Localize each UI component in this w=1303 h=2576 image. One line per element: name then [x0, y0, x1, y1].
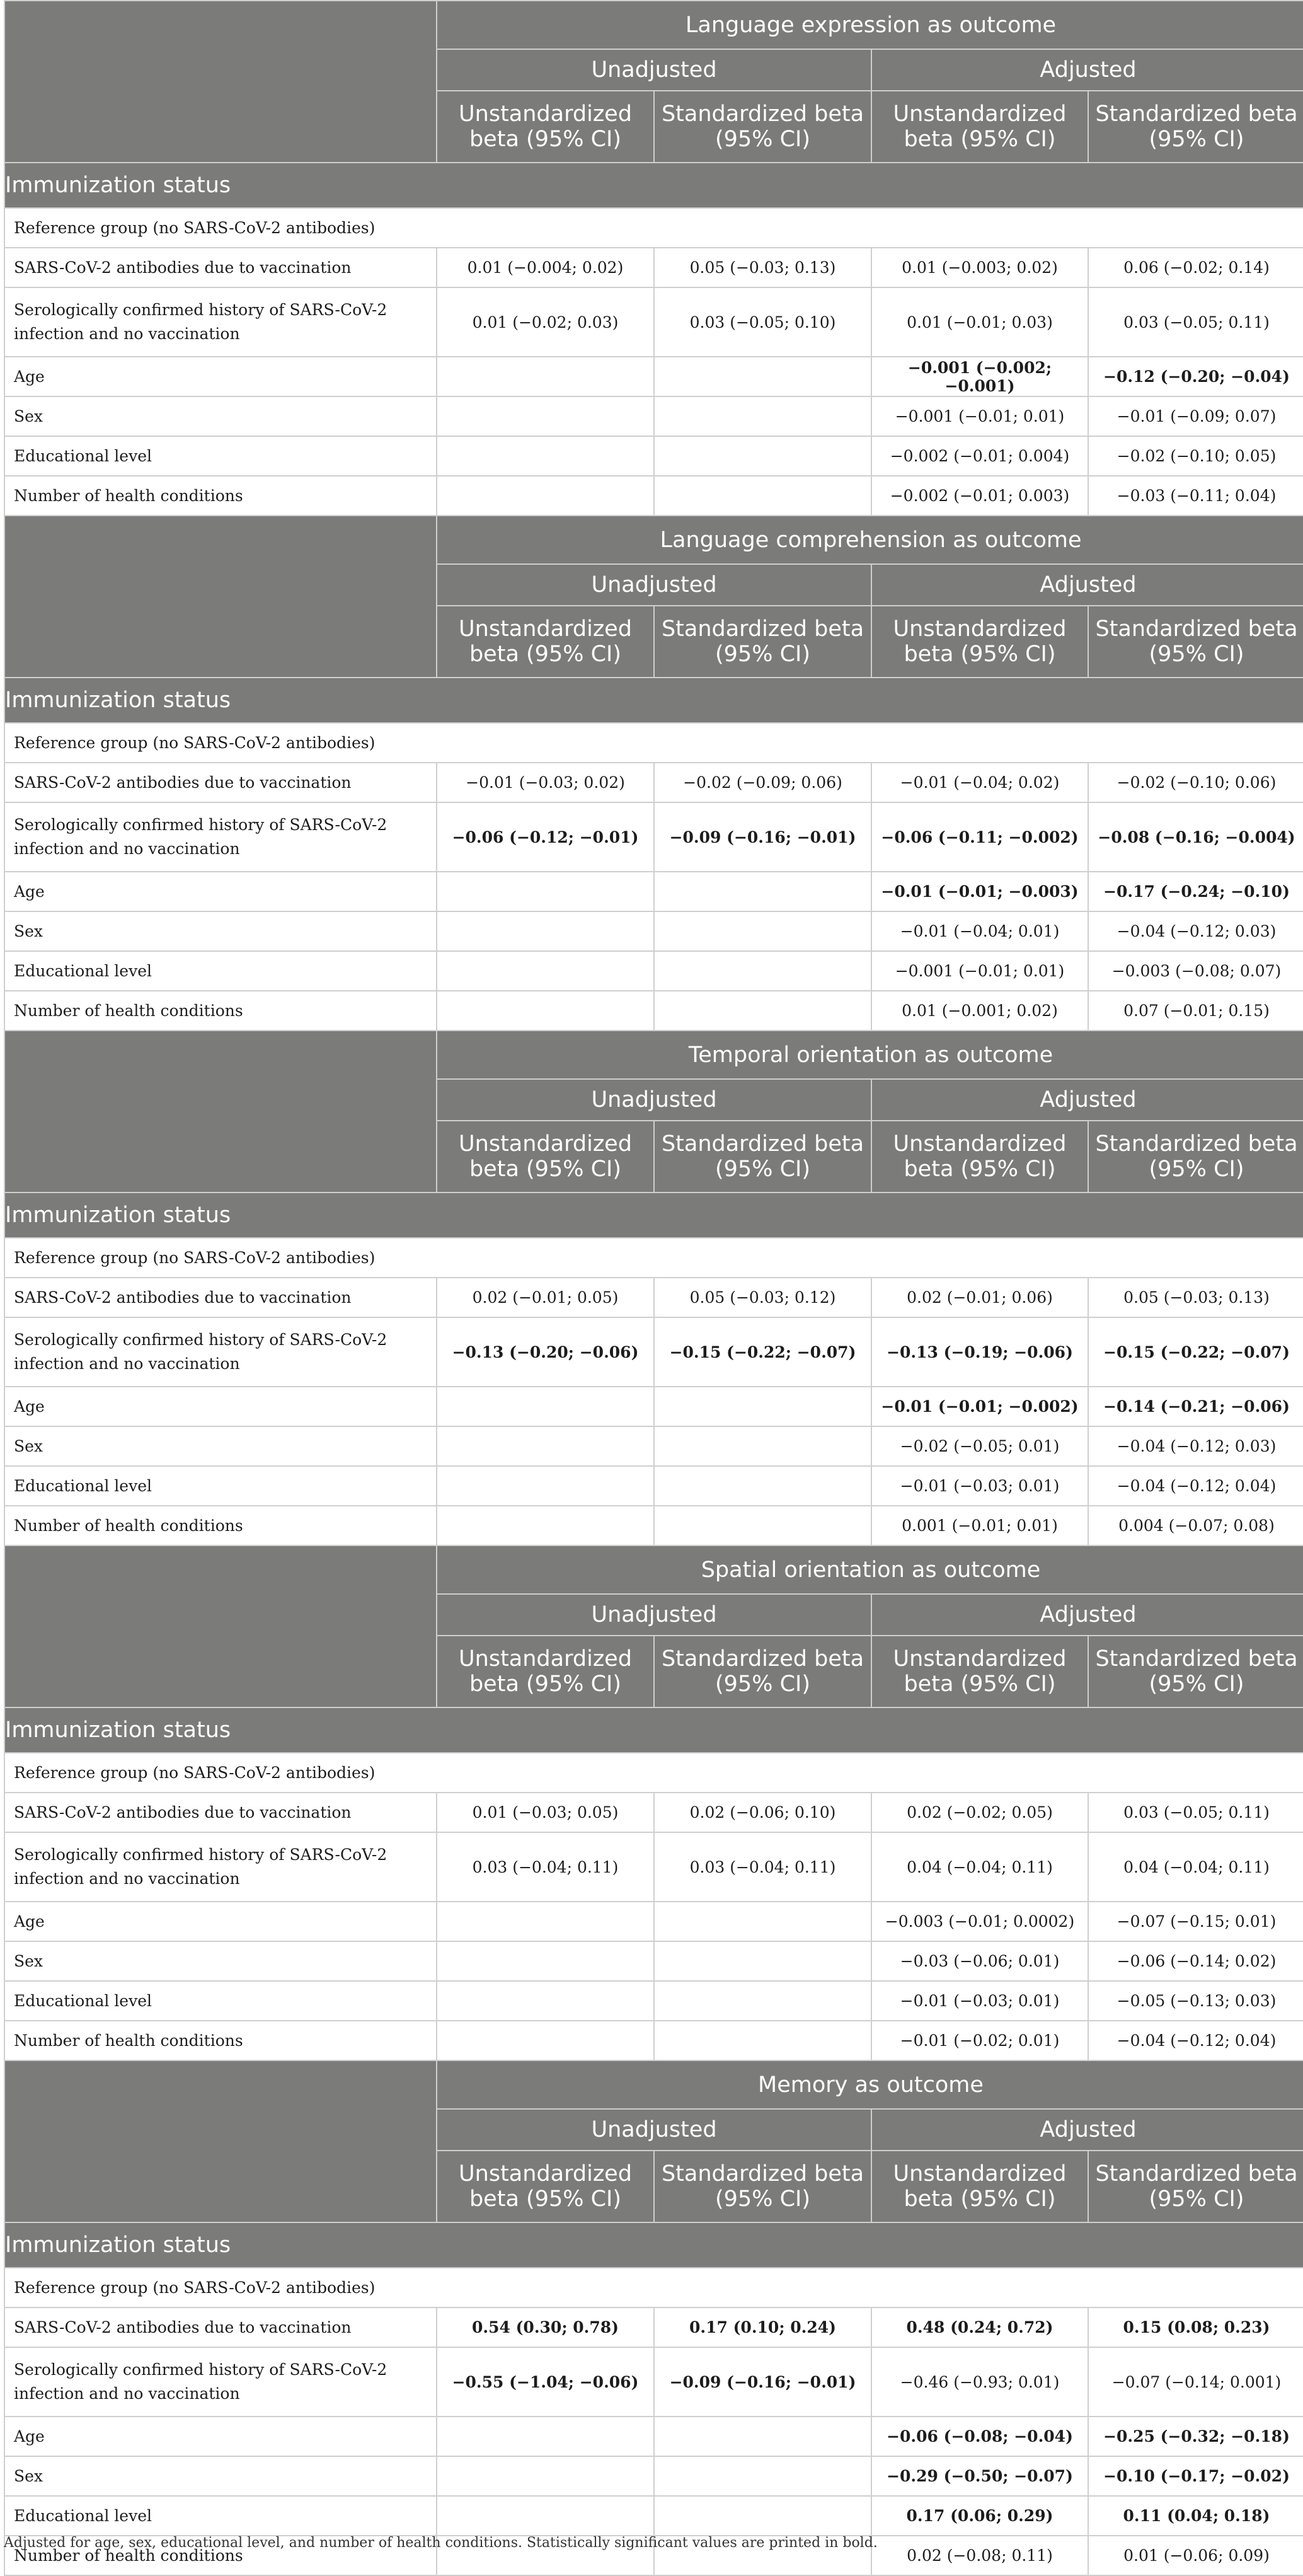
beta-value-cell: −0.07 (−0.14; 0.001) [1088, 2347, 1303, 2417]
unstandardized-beta-header: Unstandardized beta (95% CI) [437, 1636, 654, 1707]
beta-value-cell: 0.02 (−0.01; 0.05) [437, 1278, 654, 1317]
adjusted-header: Adjusted [871, 2109, 1303, 2151]
table-row [4, 872, 1303, 911]
outcome-header-row [4, 2060, 1303, 2109]
table-row [4, 1832, 1303, 1902]
unadjusted-header: Unadjusted [437, 1079, 871, 1121]
table-row [4, 763, 1303, 802]
table-row [4, 2347, 1303, 2417]
beta-value-cell: −0.02 (−0.05; 0.01) [871, 1426, 1088, 1466]
standardized-beta-header: Standardized beta (95% CI) [654, 1636, 871, 1707]
beta-value-cell: 0.06 (−0.02; 0.14) [1088, 248, 1303, 287]
beta-value-cell [654, 1387, 871, 1426]
header-blank-cell [4, 516, 437, 678]
standardized-beta-header: Standardized beta (95% CI) [654, 1121, 871, 1193]
table-row [4, 2021, 1303, 2060]
beta-value-cell [654, 872, 871, 911]
beta-value-cell [437, 1506, 654, 1545]
immunization-status-label: Immunization status [4, 1707, 1303, 1753]
table-row [4, 287, 1303, 357]
row-label: Serologically confirmed history of SARS-CoV-2 infection and no vaccination [4, 802, 437, 872]
beta-value-cell: −0.07 (−0.15; 0.01) [1088, 1902, 1303, 1941]
adjusted-header: Adjusted [871, 1594, 1303, 1636]
beta-value-cell: −0.13 (−0.20; −0.06) [437, 1317, 654, 1387]
beta-value-cell [437, 357, 654, 396]
beta-value-cell [654, 2021, 871, 2060]
beta-value-cell [654, 2456, 871, 2496]
immunization-status-row [4, 678, 1303, 723]
beta-value-cell: 0.01 (−0.001; 0.02) [871, 991, 1088, 1031]
beta-value-cell: 0.001 (−0.01; 0.01) [871, 1506, 1088, 1545]
beta-value-cell [654, 1426, 871, 1466]
unadjusted-header: Unadjusted [437, 49, 871, 91]
beta-value-cell: −0.06 (−0.14; 0.02) [1088, 1941, 1303, 1981]
beta-value-cell [654, 1981, 871, 2021]
beta-value-cell: −0.10 (−0.17; −0.02) [1088, 2456, 1303, 2496]
unadjusted-header: Unadjusted [437, 1594, 871, 1636]
table-row [4, 991, 1303, 1031]
beta-value-cell: −0.09 (−0.16; −0.01) [654, 802, 871, 872]
beta-value-cell: 0.03 (−0.04; 0.11) [437, 1832, 654, 1902]
immunization-status-label: Immunization status [4, 1193, 1303, 1238]
beta-value-cell: −0.29 (−0.50; −0.07) [871, 2456, 1088, 2496]
immunization-status-label: Immunization status [4, 678, 1303, 723]
table-row [4, 1426, 1303, 1466]
standardized-beta-header: Standardized beta (95% CI) [1088, 1636, 1303, 1707]
outcome-title: Memory as outcome [437, 2060, 1303, 2109]
beta-value-cell [437, 951, 654, 991]
reference-group-label: Reference group (no SARS-CoV-2 antibodies) [4, 1753, 1303, 1793]
beta-value-cell: 0.01 (−0.02; 0.03) [437, 287, 654, 357]
row-label: Serologically confirmed history of SARS-CoV-2 infection and no vaccination [4, 1317, 437, 1387]
beta-value-cell [437, 1426, 654, 1466]
beta-value-cell [437, 396, 654, 436]
regression-results-table [4, 0, 1303, 2576]
row-label: SARS-CoV-2 antibodies due to vaccination [4, 763, 437, 802]
beta-value-cell [654, 1941, 871, 1981]
beta-value-cell: 0.05 (−0.03; 0.13) [1088, 1278, 1303, 1317]
header-blank-cell [4, 1, 437, 163]
unstandardized-beta-header: Unstandardized beta (95% CI) [437, 2151, 654, 2222]
standardized-beta-header: Standardized beta (95% CI) [1088, 2151, 1303, 2222]
unstandardized-beta-header: Unstandardized beta (95% CI) [871, 1636, 1088, 1707]
beta-value-cell: −0.04 (−0.12; 0.03) [1088, 1426, 1303, 1466]
row-label: Educational level [4, 436, 437, 476]
table-row [4, 476, 1303, 516]
unstandardized-beta-header: Unstandardized beta (95% CI) [437, 91, 654, 163]
row-label: Sex [4, 1941, 437, 1981]
beta-value-cell: −0.01 (−0.03; 0.01) [871, 1981, 1088, 2021]
table-row [4, 1387, 1303, 1426]
row-label: Number of health conditions [4, 2536, 437, 2575]
beta-value-cell: −0.03 (−0.11; 0.04) [1088, 476, 1303, 516]
standardized-beta-header: Standardized beta (95% CI) [654, 91, 871, 163]
beta-value-cell: −0.003 (−0.08; 0.07) [1088, 951, 1303, 991]
reference-group-row [4, 723, 1303, 763]
beta-value-cell [654, 951, 871, 991]
table-row [4, 1941, 1303, 1981]
row-label: SARS-CoV-2 antibodies due to vaccination [4, 1793, 437, 1832]
beta-value-cell [437, 911, 654, 951]
reference-group-row [4, 1238, 1303, 1278]
unadjusted-header: Unadjusted [437, 564, 871, 606]
beta-value-cell: −0.04 (−0.12; 0.04) [1088, 2021, 1303, 2060]
beta-value-cell: −0.01 (−0.04; 0.02) [871, 763, 1088, 802]
beta-value-cell: −0.14 (−0.21; −0.06) [1088, 1387, 1303, 1426]
unstandardized-beta-header: Unstandardized beta (95% CI) [871, 2151, 1088, 2222]
immunization-status-row [4, 2222, 1303, 2268]
beta-value-cell: −0.03 (−0.06; 0.01) [871, 1941, 1088, 1981]
table-body [4, 1, 1303, 2575]
unstandardized-beta-header: Unstandardized beta (95% CI) [437, 606, 654, 678]
reference-group-row [4, 2268, 1303, 2307]
row-label: Age [4, 2417, 437, 2456]
beta-value-cell: −0.01 (−0.03; 0.01) [871, 1466, 1088, 1506]
adjusted-header: Adjusted [871, 564, 1303, 606]
table-row [4, 2307, 1303, 2347]
adjusted-header: Adjusted [871, 49, 1303, 91]
beta-value-cell [437, 872, 654, 911]
outcome-header-row [4, 1545, 1303, 1594]
beta-value-cell: 0.11 (0.04; 0.18) [1088, 2496, 1303, 2536]
adjusted-header: Adjusted [871, 1079, 1303, 1121]
outcome-title: Language expression as outcome [437, 1, 1303, 49]
table-row [4, 1278, 1303, 1317]
reference-group-label: Reference group (no SARS-CoV-2 antibodies) [4, 723, 1303, 763]
standardized-beta-header: Standardized beta (95% CI) [1088, 1121, 1303, 1193]
row-label: Sex [4, 1426, 437, 1466]
beta-value-cell: 0.03 (−0.05; 0.10) [654, 287, 871, 357]
reference-group-label: Reference group (no SARS-CoV-2 antibodies) [4, 1238, 1303, 1278]
row-label: Number of health conditions [4, 991, 437, 1031]
beta-value-cell: −0.46 (−0.93; 0.01) [871, 2347, 1088, 2417]
beta-value-cell: −0.15 (−0.22; −0.07) [654, 1317, 871, 1387]
beta-value-cell [654, 2496, 871, 2536]
beta-value-cell: −0.15 (−0.22; −0.07) [1088, 1317, 1303, 1387]
table-row [4, 911, 1303, 951]
unadjusted-header: Unadjusted [437, 2109, 871, 2151]
beta-value-cell: 0.03 (−0.04; 0.11) [654, 1832, 871, 1902]
table-row [4, 1793, 1303, 1832]
beta-value-cell: 0.02 (−0.01; 0.06) [871, 1278, 1088, 1317]
outcome-title: Spatial orientation as outcome [437, 1545, 1303, 1594]
table-row [4, 396, 1303, 436]
beta-value-cell: −0.002 (−0.01; 0.003) [871, 476, 1088, 516]
beta-value-cell: −0.01 (−0.01; −0.003) [871, 872, 1088, 911]
row-label: Educational level [4, 1981, 437, 2021]
table-row [4, 1466, 1303, 1506]
beta-value-cell [654, 357, 871, 396]
beta-value-cell [437, 476, 654, 516]
table-row [4, 2456, 1303, 2496]
beta-value-cell: 0.04 (−0.04; 0.11) [871, 1832, 1088, 1902]
beta-value-cell: −0.01 (−0.09; 0.07) [1088, 396, 1303, 436]
reference-group-label: Reference group (no SARS-CoV-2 antibodies) [4, 208, 1303, 248]
row-label: Number of health conditions [4, 476, 437, 516]
beta-value-cell: −0.01 (−0.04; 0.01) [871, 911, 1088, 951]
row-label: Age [4, 1387, 437, 1426]
beta-value-cell [437, 1981, 654, 2021]
row-label: Sex [4, 2456, 437, 2496]
beta-value-cell: −0.01 (−0.03; 0.02) [437, 763, 654, 802]
beta-value-cell: −0.06 (−0.12; −0.01) [437, 802, 654, 872]
beta-value-cell: 0.54 (0.30; 0.78) [437, 2307, 654, 2347]
beta-value-cell: −0.13 (−0.19; −0.06) [871, 1317, 1088, 1387]
beta-value-cell: −0.09 (−0.16; −0.01) [654, 2347, 871, 2417]
beta-value-cell: −0.17 (−0.24; −0.10) [1088, 872, 1303, 911]
beta-value-cell: −0.01 (−0.02; 0.01) [871, 2021, 1088, 2060]
beta-value-cell [654, 1506, 871, 1545]
beta-value-cell: 0.01 (−0.03; 0.05) [437, 1793, 654, 1832]
beta-value-cell: −0.25 (−0.32; −0.18) [1088, 2417, 1303, 2456]
reference-group-row [4, 1753, 1303, 1793]
outcome-title: Language comprehension as outcome [437, 516, 1303, 564]
standardized-beta-header: Standardized beta (95% CI) [1088, 91, 1303, 163]
table-row [4, 1981, 1303, 2021]
beta-value-cell: −0.001 (−0.002; −0.001) [871, 357, 1088, 396]
beta-value-cell [654, 436, 871, 476]
table-row [4, 2417, 1303, 2456]
beta-value-cell: −0.06 (−0.11; −0.002) [871, 802, 1088, 872]
beta-value-cell [437, 2496, 654, 2536]
beta-value-cell: 0.07 (−0.01; 0.15) [1088, 991, 1303, 1031]
beta-value-cell [654, 991, 871, 1031]
row-label: Age [4, 1902, 437, 1941]
outcome-title: Temporal orientation as outcome [437, 1031, 1303, 1079]
row-label: Educational level [4, 951, 437, 991]
beta-value-cell: 0.17 (0.06; 0.29) [871, 2496, 1088, 2536]
outcome-header-row [4, 516, 1303, 564]
beta-value-cell: −0.01 (−0.01; −0.002) [871, 1387, 1088, 1426]
beta-value-cell [654, 1902, 871, 1941]
row-label: SARS-CoV-2 antibodies due to vaccination [4, 248, 437, 287]
beta-value-cell: −0.02 (−0.10; 0.06) [1088, 763, 1303, 802]
beta-value-cell [437, 1902, 654, 1941]
row-label: SARS-CoV-2 antibodies due to vaccination [4, 1278, 437, 1317]
beta-value-cell: 0.01 (−0.003; 0.02) [871, 248, 1088, 287]
unstandardized-beta-header: Unstandardized beta (95% CI) [437, 1121, 654, 1193]
row-label: Age [4, 357, 437, 396]
beta-value-cell: 0.03 (−0.05; 0.11) [1088, 287, 1303, 357]
beta-value-cell: −0.06 (−0.08; −0.04) [871, 2417, 1088, 2456]
table-row [4, 436, 1303, 476]
beta-value-cell: 0.48 (0.24; 0.72) [871, 2307, 1088, 2347]
beta-value-cell [437, 436, 654, 476]
reference-group-row [4, 208, 1303, 248]
beta-value-cell: 0.05 (−0.03; 0.13) [654, 248, 871, 287]
unstandardized-beta-header: Unstandardized beta (95% CI) [871, 91, 1088, 163]
table-row [4, 248, 1303, 287]
header-blank-cell [4, 2060, 437, 2222]
row-label: Number of health conditions [4, 2021, 437, 2060]
table-row [4, 1506, 1303, 1545]
beta-value-cell [437, 1466, 654, 1506]
row-label: Serologically confirmed history of SARS-CoV-2 infection and no vaccination [4, 2347, 437, 2417]
beta-value-cell [437, 2021, 654, 2060]
standardized-beta-header: Standardized beta (95% CI) [654, 2151, 871, 2222]
row-label: Educational level [4, 1466, 437, 1506]
beta-value-cell [437, 2456, 654, 2496]
beta-value-cell: 0.004 (−0.07; 0.08) [1088, 1506, 1303, 1545]
beta-value-cell: 0.01 (−0.004; 0.02) [437, 248, 654, 287]
beta-value-cell: −0.001 (−0.01; 0.01) [871, 951, 1088, 991]
beta-value-cell [654, 396, 871, 436]
standardized-beta-header: Standardized beta (95% CI) [654, 606, 871, 678]
table-footnote: Adjusted for age, sex, educational level, and number of health conditions. Statistically significant values are printed in bold. [4, 2535, 878, 2551]
table-row [4, 2496, 1303, 2536]
beta-value-cell: −0.08 (−0.16; −0.004) [1088, 802, 1303, 872]
beta-value-cell [437, 1941, 654, 1981]
table-row [4, 951, 1303, 991]
beta-value-cell: 0.02 (−0.06; 0.10) [654, 1793, 871, 1832]
beta-value-cell: −0.02 (−0.09; 0.06) [654, 763, 871, 802]
immunization-status-row [4, 1193, 1303, 1238]
results-document [4, 0, 1303, 2576]
beta-value-cell [437, 1387, 654, 1426]
beta-value-cell: 0.17 (0.10; 0.24) [654, 2307, 871, 2347]
beta-value-cell: 0.04 (−0.04; 0.11) [1088, 1832, 1303, 1902]
beta-value-cell: −0.04 (−0.12; 0.04) [1088, 1466, 1303, 1506]
standardized-beta-header: Standardized beta (95% CI) [1088, 606, 1303, 678]
beta-value-cell: 0.02 (−0.08; 0.11) [871, 2536, 1088, 2575]
outcome-header-row [4, 1, 1303, 49]
reference-group-label: Reference group (no SARS-CoV-2 antibodies) [4, 2268, 1303, 2307]
beta-value-cell: −0.05 (−0.13; 0.03) [1088, 1981, 1303, 2021]
beta-value-cell: 0.03 (−0.05; 0.11) [1088, 1793, 1303, 1832]
row-label: Sex [4, 396, 437, 436]
row-label: Serologically confirmed history of SARS-CoV-2 infection and no vaccination [4, 1832, 437, 1902]
table-row [4, 357, 1303, 396]
immunization-status-label: Immunization status [4, 163, 1303, 208]
beta-value-cell: −0.02 (−0.10; 0.05) [1088, 436, 1303, 476]
beta-value-cell: −0.002 (−0.01; 0.004) [871, 436, 1088, 476]
immunization-status-row [4, 1707, 1303, 1753]
unstandardized-beta-header: Unstandardized beta (95% CI) [871, 606, 1088, 678]
row-label: SARS-CoV-2 antibodies due to vaccination [4, 2307, 437, 2347]
row-label: Educational level [4, 2496, 437, 2536]
beta-value-cell [654, 1466, 871, 1506]
beta-value-cell [654, 476, 871, 516]
outcome-header-row [4, 1031, 1303, 1079]
beta-value-cell [437, 991, 654, 1031]
header-blank-cell [4, 1545, 437, 1707]
beta-value-cell [437, 2417, 654, 2456]
beta-value-cell: 0.01 (−0.01; 0.03) [871, 287, 1088, 357]
table-row [4, 1317, 1303, 1387]
beta-value-cell: 0.05 (−0.03; 0.12) [654, 1278, 871, 1317]
beta-value-cell [654, 2417, 871, 2456]
beta-value-cell: −0.55 (−1.04; −0.06) [437, 2347, 654, 2417]
beta-value-cell: 0.01 (−0.06; 0.09) [1088, 2536, 1303, 2575]
beta-value-cell: −0.04 (−0.12; 0.03) [1088, 911, 1303, 951]
immunization-status-label: Immunization status [4, 2222, 1303, 2268]
beta-value-cell: −0.12 (−0.20; −0.04) [1088, 357, 1303, 396]
beta-value-cell: 0.15 (0.08; 0.23) [1088, 2307, 1303, 2347]
row-label: Sex [4, 911, 437, 951]
row-label: Age [4, 872, 437, 911]
table-row [4, 1902, 1303, 1941]
row-label: Number of health conditions [4, 1506, 437, 1545]
unstandardized-beta-header: Unstandardized beta (95% CI) [871, 1121, 1088, 1193]
row-label: Serologically confirmed history of SARS-CoV-2 infection and no vaccination [4, 287, 437, 357]
immunization-status-row [4, 163, 1303, 208]
beta-value-cell: −0.001 (−0.01; 0.01) [871, 396, 1088, 436]
table-row [4, 802, 1303, 872]
header-blank-cell [4, 1031, 437, 1193]
beta-value-cell: 0.02 (−0.02; 0.05) [871, 1793, 1088, 1832]
beta-value-cell: −0.003 (−0.01; 0.0002) [871, 1902, 1088, 1941]
beta-value-cell [654, 911, 871, 951]
